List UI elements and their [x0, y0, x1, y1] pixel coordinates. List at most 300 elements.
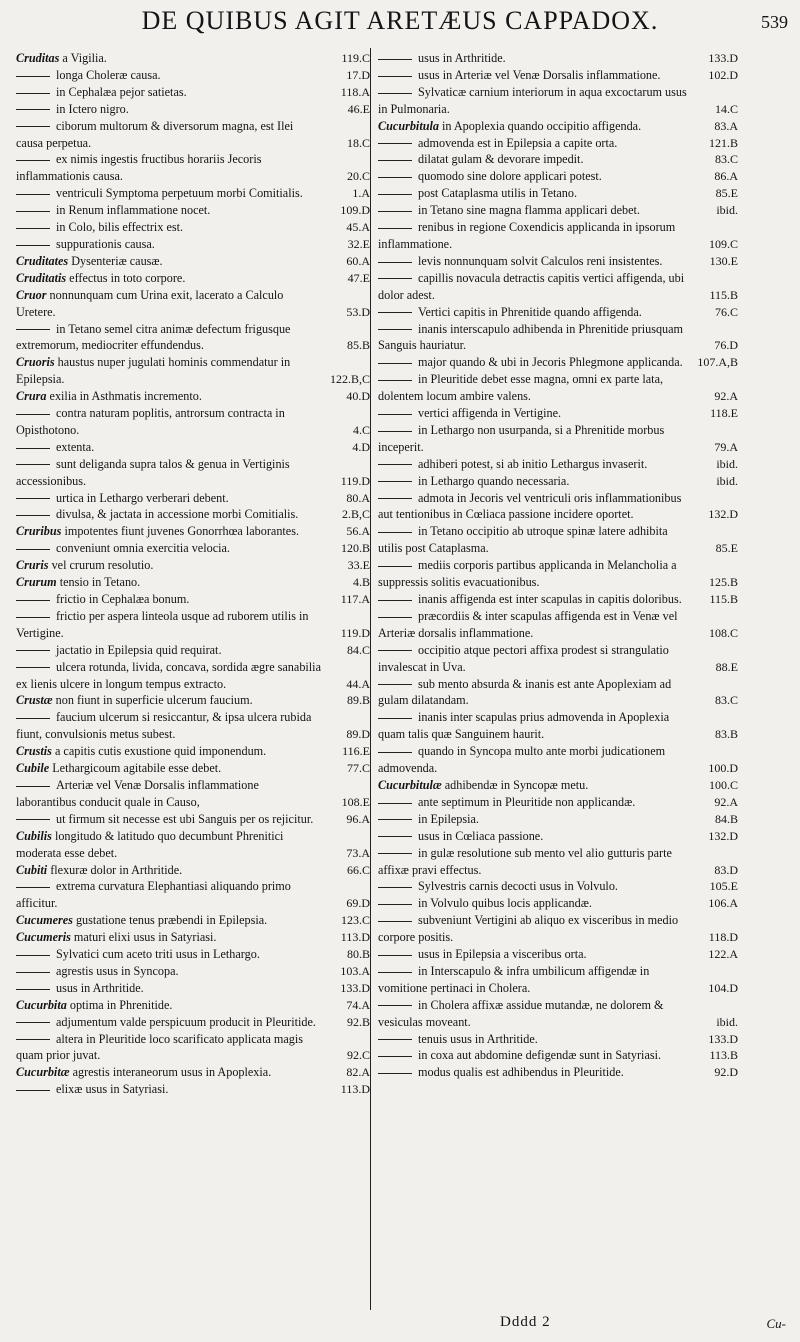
page-number: 539: [761, 12, 788, 32]
entry-reference: 105.E: [709, 879, 738, 894]
entry-reference: 92.A: [714, 389, 738, 404]
entry-body: renibus in regione Coxendicis applicanda in ipsorum inflammatione.: [378, 220, 676, 251]
entry-text: [16, 946, 322, 963]
entry-reference: 115.B: [709, 287, 738, 302]
entry-text: [378, 185, 690, 202]
index-entry: [378, 84, 738, 118]
index-entry: [378, 591, 738, 608]
index-entry: [378, 794, 738, 811]
entry-reference: 44.A: [346, 676, 370, 691]
index-entry: [16, 439, 370, 456]
entry-reference: 80.B: [346, 947, 370, 962]
index-entry: [378, 405, 738, 422]
entry-text: [378, 422, 690, 456]
entry-headword: Crustis: [16, 744, 52, 759]
entry-body: a capitis cutis exustione quid imponendum.: [54, 744, 267, 759]
entry-text: [378, 405, 690, 422]
entry-body: a Vigilia.: [62, 51, 107, 65]
entry-reference: ibid.: [716, 456, 738, 471]
entry-text: [378, 828, 690, 845]
entry-body: Lethargicoum agitabile esse debet.: [52, 761, 222, 776]
entry-text: [16, 50, 322, 67]
entry-reference: 83.A: [714, 118, 738, 133]
entry-body: ulcera rotunda, livida, concava, sordida ægre sanabilia ex lienis ulcere in longum tempus extracto.: [16, 659, 321, 691]
entry-body: adhiberi potest, si ab initio Lethargus invaserit.: [418, 456, 648, 471]
index-entry: [16, 963, 370, 980]
entry-reference: 17.D: [346, 67, 370, 82]
entry-body: capillis novacula detractis capitis vertici affigenda, ubi dolor adest.: [378, 270, 685, 302]
entry-body: in Renum inflammatione nocet.: [56, 203, 211, 218]
entry-text: [16, 828, 322, 862]
entry-reference: 109.D: [340, 203, 370, 218]
index-entry: [16, 1064, 370, 1081]
entry-reference: 122.A: [708, 947, 738, 962]
index-entry: [378, 743, 738, 777]
entry-text: [16, 253, 322, 270]
entry-body: dilatat gulam & devorare impedit.: [418, 152, 584, 167]
index-entry: [16, 574, 370, 591]
index-entry: [378, 608, 738, 642]
entry-text: [16, 67, 322, 84]
entry-reference: 32.E: [347, 236, 370, 251]
entry-reference: 118.D: [708, 930, 738, 945]
entry-body: levis nonnunquam solvit Calculos reni insistentes.: [418, 253, 663, 268]
index-entry: [16, 405, 370, 439]
entry-reference: 130.E: [709, 253, 738, 268]
entry-reference: 113.D: [340, 1082, 370, 1097]
entry-reference: 103.A: [340, 963, 370, 978]
entry-headword: Cruribus: [16, 524, 62, 539]
index-entry: [16, 946, 370, 963]
entry-text: [378, 84, 690, 118]
entry-body: tenuis usus in Arthritide.: [418, 1031, 538, 1046]
entry-reference: 106.A: [708, 896, 738, 911]
entry-reference: 84.C: [346, 642, 370, 657]
entry-body: longa Choleræ causa.: [56, 67, 161, 82]
entry-body: præcordiis & inter scapulas affigenda est in Venæ vel Arteriæ dorsalis inflammatione.: [378, 608, 678, 640]
index-entry: [16, 151, 370, 185]
entry-text: [378, 912, 690, 946]
entry-text: [378, 456, 690, 473]
entry-text: [378, 473, 690, 490]
entry-body: in Cephalæa pejor satietas.: [56, 84, 187, 99]
entry-reference: 4.D: [352, 439, 370, 454]
entry-reference: 119.C: [341, 51, 370, 65]
entry-body: Sylvaticæ carnium interiorum in aqua excoctarum usus in Pulmonaria.: [378, 84, 687, 116]
entry-text: [378, 997, 690, 1031]
catchword: Cu-: [766, 1316, 786, 1331]
entry-text: [16, 219, 322, 236]
entry-body: in Pleuritide debet esse magna, omni ex parte lata, dolentem locum ambire valens.: [378, 372, 664, 404]
index-entry: [16, 456, 370, 490]
entry-body: in Tetano semel citra animæ defectum frigusque extremorum, mediocriter effundendus.: [16, 321, 291, 353]
index-entry: [16, 84, 370, 101]
index-entry: [16, 777, 370, 811]
entry-body: usus in Arthritide.: [418, 51, 506, 65]
entry-body: vertici affigenda in Vertigine.: [418, 406, 562, 421]
index-entry: [378, 185, 738, 202]
index-entry: [378, 50, 738, 67]
entry-reference: 14.C: [714, 101, 738, 116]
entry-body: in Tetano sine magna flamma applicari debet.: [418, 203, 640, 218]
entry-reference: 86.A: [714, 169, 738, 184]
entry-reference: 109.C: [708, 236, 738, 251]
entry-reference: 92.C: [346, 1048, 370, 1063]
index-entry: [378, 422, 738, 456]
index-entry: [16, 1031, 370, 1065]
entry-text: [16, 354, 322, 388]
entry-text: [378, 557, 690, 591]
entry-reference: 83.B: [714, 727, 738, 742]
entry-headword: Crurum: [16, 575, 57, 590]
entry-reference: 2.B,C: [341, 507, 370, 522]
entry-headword: Cruor: [16, 287, 47, 302]
index-entry: [378, 709, 738, 743]
entry-text: [16, 405, 322, 439]
signature-mark: Dddd 2: [500, 1314, 551, 1330]
entry-body: in Apoplexia quando occipitio affigenda.: [442, 118, 642, 133]
entry-headword: Cucumeres: [16, 913, 73, 928]
entry-reference: 83.D: [714, 862, 738, 877]
entry-text: [16, 608, 322, 642]
entry-reference: 132.D: [708, 507, 738, 522]
entry-body: agrestis interaneorum usus in Apoplexia.: [72, 1065, 272, 1080]
entry-body: quando in Syncopa multo ante morbi judicationem admovenda.: [378, 744, 666, 776]
entry-text: [378, 151, 690, 168]
entry-text: [378, 1047, 690, 1064]
entry-reference: 123.C: [340, 913, 370, 928]
index-entry: [378, 304, 738, 321]
entry-reference: 100.C: [708, 777, 738, 792]
entry-headword: Cubiti: [16, 862, 48, 877]
entry-text: [16, 287, 322, 321]
entry-text: [378, 321, 690, 355]
entry-text: [16, 506, 322, 523]
entry-reference: 33.E: [347, 558, 370, 573]
index-entry: [16, 980, 370, 997]
entry-reference: 56.A: [346, 524, 370, 539]
entry-body: extenta.: [56, 439, 95, 454]
entry-text: [378, 777, 690, 794]
index-entry: [16, 912, 370, 929]
entry-headword: Cruoris: [16, 355, 55, 370]
entry-body: Vertici capitis in Phrenitide quando affigenda.: [418, 304, 642, 319]
index-entry: [16, 287, 370, 321]
page-title: DE QUIBUS AGIT ARETÆUS CAPPADOX.: [141, 6, 659, 35]
index-column-right: [378, 50, 738, 1081]
entry-text: [378, 811, 690, 828]
entry-text: [378, 270, 690, 304]
entry-text: [16, 743, 322, 760]
entry-reference: 133.D: [708, 1031, 738, 1046]
entry-text: [16, 777, 322, 811]
entry-reference: 120.B: [340, 541, 370, 556]
index-entry: [378, 997, 738, 1031]
entry-body: Sylvatici cum aceto triti usus in Lethargo.: [56, 947, 260, 962]
entry-reference: 46.E: [347, 101, 370, 116]
index-entry: [378, 1064, 738, 1081]
entry-text: [378, 794, 690, 811]
entry-reference: 117.A: [340, 592, 370, 606]
entry-reference: 60.A: [346, 253, 370, 268]
entry-reference: 66.C: [346, 862, 370, 877]
entry-reference: 74.A: [346, 997, 370, 1012]
entry-text: [378, 709, 690, 743]
entry-text: [378, 1031, 690, 1048]
entry-text: [378, 118, 690, 135]
entry-body: faucium ulcerum si resiccantur, & ipsa ulcera rubida fiunt, convulsionis metus subest.: [16, 710, 312, 742]
entry-text: [378, 743, 690, 777]
entry-reference: 40.D: [346, 389, 370, 404]
index-entry: [16, 253, 370, 270]
entry-text: [16, 1064, 322, 1081]
entry-text: [16, 574, 322, 591]
index-entry: [378, 878, 738, 895]
index-entry: [378, 828, 738, 845]
entry-text: [16, 185, 322, 202]
entry-headword: Crustæ: [16, 693, 53, 708]
index-entry: [378, 321, 738, 355]
entry-body: vel crurum resolutio.: [51, 558, 154, 573]
entry-reference: 100.D: [708, 761, 738, 776]
entry-text: [378, 202, 690, 219]
entry-reference: ibid.: [716, 203, 738, 218]
entry-body: in Tetano occipitio ab utroque spinæ latere adhibita utilis post Cataplasma.: [378, 524, 668, 556]
entry-reference: 133.D: [340, 980, 370, 995]
entry-reference: 92.D: [714, 1065, 738, 1080]
entry-body: admovenda est in Epilepsia a capite orta.: [418, 135, 618, 150]
entry-headword: Cruditates: [16, 253, 69, 268]
entry-body: mediis corporis partibus applicanda in Melancholia a suppressis solitis evacuationibus.: [378, 558, 677, 590]
entry-body: elixæ usus in Satyriasi.: [56, 1082, 169, 1097]
entry-headword: Crura: [16, 389, 47, 404]
index-entry: [16, 709, 370, 743]
entry-headword: Cucumeris: [16, 930, 71, 945]
index-entry: [16, 659, 370, 693]
entry-body: in Volvulo quibus locis applicandæ.: [418, 896, 592, 911]
entry-text: [378, 67, 690, 84]
entry-text: [378, 523, 690, 557]
index-entry: [16, 388, 370, 405]
entry-reference: 118.A: [340, 84, 370, 99]
entry-text: [378, 490, 690, 524]
entry-reference: 85.E: [715, 186, 738, 201]
entry-body: Arteriæ vel Venæ Dorsalis inflammatione laborantibus conducit quale in Causo,: [16, 777, 259, 809]
entry-body: longitudo & latitudo quo decumbunt Phrenitici moderata esse debet.: [16, 828, 284, 860]
entry-body: sunt deliganda supra talos & genua in Vertiginis accessionibus.: [16, 456, 290, 488]
entry-body: adjumentum valde perspicuum producit in Pleuritide.: [56, 1014, 316, 1029]
entry-text: [16, 642, 322, 659]
index-entry: [16, 760, 370, 777]
index-entry: [16, 591, 370, 608]
entry-reference: 80.A: [346, 490, 370, 505]
entry-reference: 89.D: [346, 727, 370, 742]
entry-reference: 45.A: [346, 220, 370, 235]
index-entry: [378, 490, 738, 524]
entry-text: [16, 321, 322, 355]
entry-reference: 73.A: [346, 845, 370, 860]
entry-body: ex nimis ingestis fructibus horariis Jecoris inflammationis causa.: [16, 152, 262, 184]
index-entry: [378, 895, 738, 912]
index-entry: [378, 1031, 738, 1048]
entry-text: [16, 118, 322, 152]
entry-reference: 88.E: [715, 659, 738, 674]
entry-body: usus in Arthritide.: [56, 980, 144, 995]
entry-body: major quando & ubi in Jecoris Phlegmone applicanda.: [418, 355, 683, 370]
index-entry: [378, 523, 738, 557]
index-entry: [378, 456, 738, 473]
entry-text: [378, 676, 690, 710]
entry-headword: Cucurbita: [16, 997, 67, 1012]
entry-text: [16, 929, 322, 946]
entry-reference: 20.C: [346, 169, 370, 184]
entry-headword: Cubile: [16, 761, 50, 776]
index-entry: [16, 692, 370, 709]
entry-reference: 89.B: [346, 693, 370, 708]
entry-text: [16, 659, 322, 693]
index-entry: [16, 506, 370, 523]
entry-body: adhibendæ in Syncopæ metu.: [444, 777, 589, 792]
entry-reference: 132.D: [708, 828, 738, 843]
index-entry: [16, 642, 370, 659]
index-entry: [16, 219, 370, 236]
entry-text: [16, 202, 322, 219]
entry-reference: 77.C: [346, 761, 370, 776]
index-entry: [16, 321, 370, 355]
entry-body: suppurationis causa.: [56, 236, 155, 251]
entry-reference: 108.C: [708, 625, 738, 640]
running-header: [10, 4, 790, 44]
entry-body: altera in Pleuritide loco scarificato applicata magis quam prior juvat.: [16, 1031, 304, 1063]
entry-headword: Cucurbitæ: [16, 1065, 70, 1080]
entry-body: in Epilepsia.: [418, 811, 479, 826]
index-entry: [378, 202, 738, 219]
entry-body: exilia in Asthmatis incremento.: [49, 389, 202, 404]
index-entry: [16, 523, 370, 540]
entry-text: [378, 304, 690, 321]
entry-body: frictio per aspera linteola usque ad ruborem utilis in Vertigine.: [16, 608, 309, 640]
entry-body: Dysenteriæ causæ.: [71, 253, 163, 268]
entry-text: [378, 354, 690, 371]
index-entry: [16, 236, 370, 253]
entry-text: [16, 236, 322, 253]
entry-reference: 82.A: [346, 1065, 370, 1080]
entry-body: usus in Cœliaca passione.: [418, 828, 544, 843]
entry-text: [16, 523, 322, 540]
index-entry: [16, 828, 370, 862]
entry-reference: ibid.: [716, 473, 738, 488]
entry-text: [378, 371, 690, 405]
entry-text: [378, 963, 690, 997]
entry-text: [378, 591, 690, 608]
entry-reference: 113.D: [340, 930, 370, 945]
entry-body: flexuræ dolor in Arthritide.: [50, 862, 183, 877]
entry-reference: 18.C: [346, 135, 370, 150]
entry-body: admota in Jecoris vel ventriculi oris inflammationibus aut tentionibus in Cœliaca passione incidere oportet.: [378, 490, 682, 522]
index-entry: [378, 1047, 738, 1064]
entry-reference: 1.A: [352, 186, 370, 201]
entry-body: frictio in Cephalæa bonum.: [56, 592, 190, 606]
entry-text: [16, 540, 322, 557]
index-entry: [16, 490, 370, 507]
entry-text: [16, 878, 322, 912]
entry-reference: 53.D: [346, 304, 370, 319]
index-entry: [378, 151, 738, 168]
entry-text: [16, 862, 322, 879]
entry-reference: 79.A: [714, 439, 738, 454]
entry-text: [16, 101, 322, 118]
entry-text: [16, 1031, 322, 1065]
entry-reference: 118.E: [710, 406, 738, 421]
entry-body: contra naturam poplitis, antrorsum contracta in Opisthotono.: [16, 406, 285, 437]
entry-reference: 4.C: [352, 422, 370, 437]
index-entry: [378, 777, 738, 794]
entry-text: [16, 591, 322, 608]
entry-text: [16, 912, 322, 929]
index-entry: [16, 862, 370, 879]
entry-reference: 47.E: [347, 270, 370, 285]
index-entry: [378, 219, 738, 253]
index-entry: [16, 202, 370, 219]
entry-text: [378, 946, 690, 963]
entry-body: divulsa, & jactata in accessione morbi Comitialis.: [56, 507, 299, 522]
index-entry: [378, 67, 738, 84]
entry-reference: 119.D: [340, 473, 370, 488]
entry-headword: Cucurbitulæ: [378, 777, 442, 792]
entry-reference: 121.B: [708, 135, 738, 150]
index-entry: [16, 354, 370, 388]
entry-body: ventriculi Symptoma perpetuum morbi Comitialis.: [56, 186, 303, 201]
entry-reference: 122.B,C: [329, 372, 370, 387]
entry-body: tensio in Tetano.: [59, 575, 141, 590]
entry-text: [378, 878, 690, 895]
entry-reference: 76.D: [714, 338, 738, 353]
entry-reference: 96.A: [346, 811, 370, 826]
entry-reference: 83.C: [714, 152, 738, 167]
entry-body: jactatio in Epilepsia quid requirat.: [56, 642, 222, 657]
index-entry: [378, 473, 738, 490]
index-entry: [378, 371, 738, 405]
index-entry: [16, 557, 370, 574]
index-entry: [16, 1081, 370, 1098]
entry-body: ut firmum sit necesse est ubi Sanguis per os rejicitur.: [56, 811, 314, 826]
index-entry: [378, 354, 738, 371]
index-entry: [16, 67, 370, 84]
entry-body: gustatione tenus præbendi in Epilepsia.: [75, 913, 268, 928]
entry-reference: 85.B: [346, 338, 370, 353]
entry-reference: 125.B: [708, 575, 738, 590]
entry-reference: 119.D: [340, 625, 370, 640]
index-entry: [378, 811, 738, 828]
entry-text: [16, 151, 322, 185]
entry-headword: Cucurbitula: [378, 118, 439, 133]
index-entry: [378, 118, 738, 135]
entry-body: in Interscapulo & infra umbilicum affigendæ in vomitione pertinaci in Cholera.: [378, 963, 650, 995]
entry-reference: 84.B: [714, 811, 738, 826]
entry-text: [378, 135, 690, 152]
entry-body: modus qualis est adhibendus in Pleuritide.: [418, 1065, 624, 1080]
index-entry: [378, 845, 738, 879]
entry-body: post Cataplasma utilis in Tetano.: [418, 186, 578, 201]
entry-body: Sylvestris carnis decocti usus in Volvulo.: [418, 879, 618, 894]
entry-body: non fiunt in superficie ulcerum faucium.: [55, 693, 253, 708]
column-divider: [370, 48, 371, 1310]
entry-text: [378, 895, 690, 912]
entry-body: occipitio atque pectori affixa prodest si strangulatio invalescat in Uva.: [378, 642, 669, 674]
entry-body: in coxa aut abdomine defigendæ sunt in Satyriasi.: [418, 1048, 662, 1063]
index-entry: [378, 270, 738, 304]
entry-text: [16, 388, 322, 405]
